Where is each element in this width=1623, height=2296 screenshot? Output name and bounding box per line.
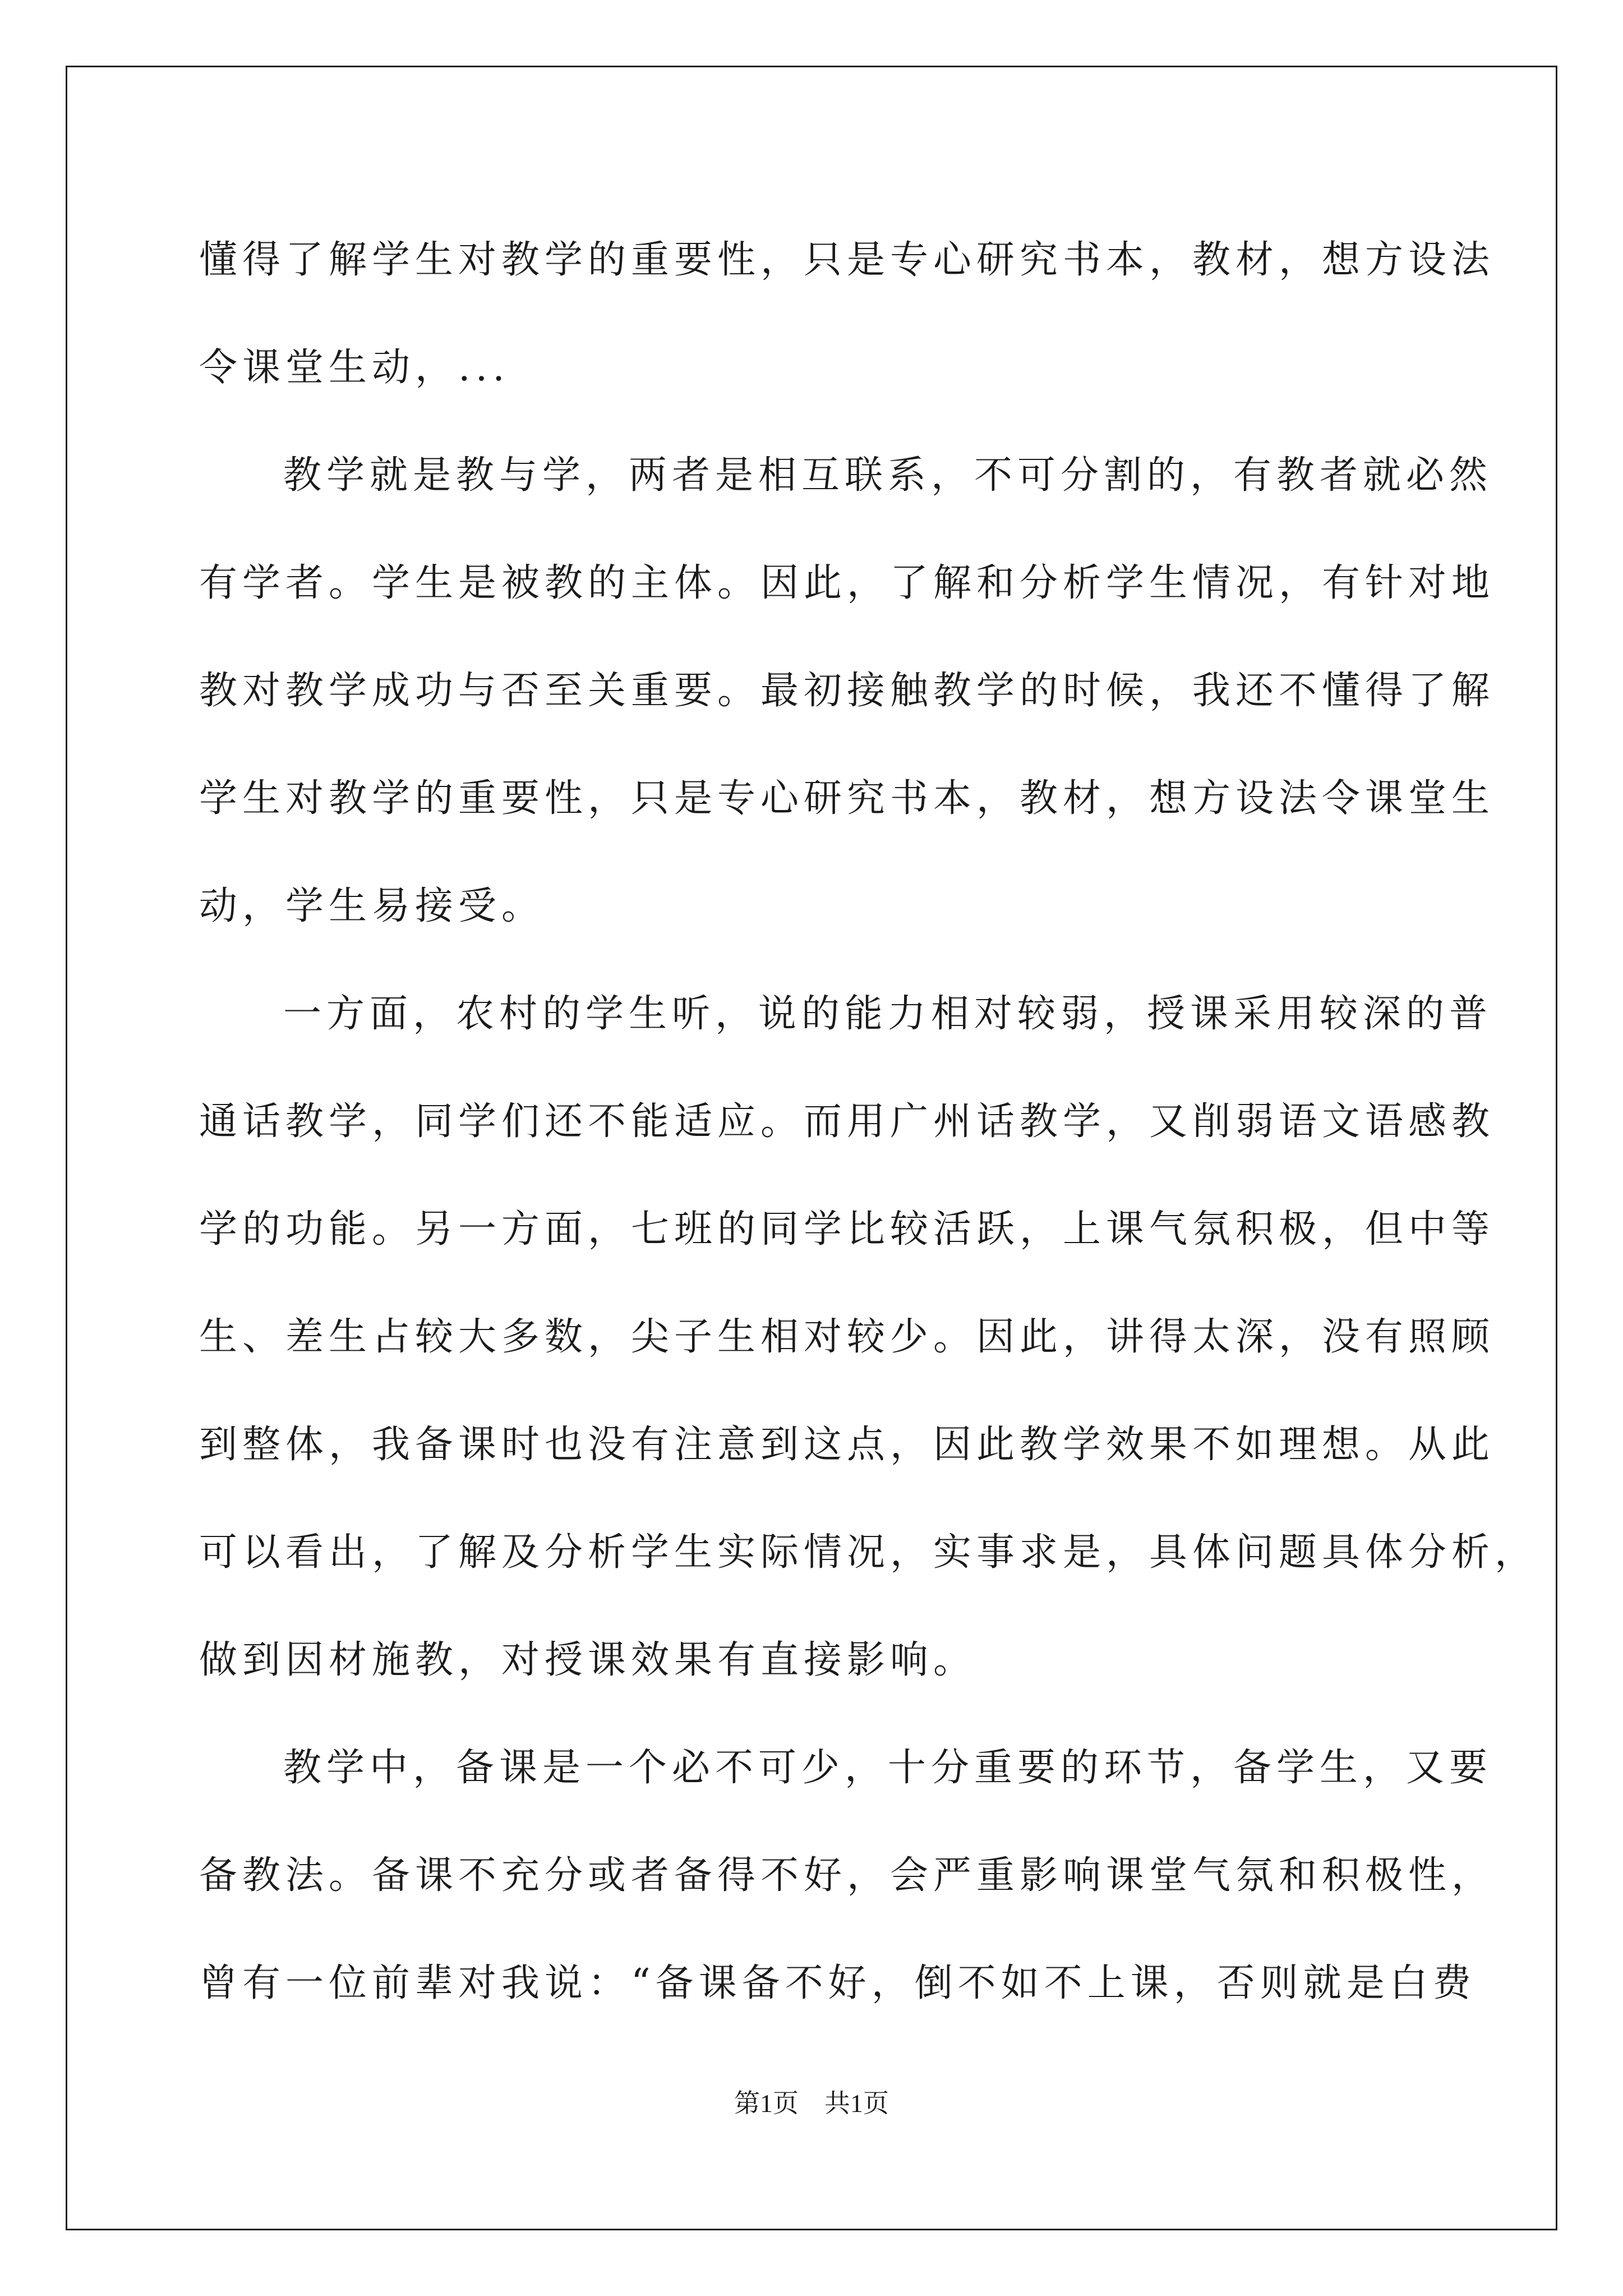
page-number-current: 第1页	[734, 2089, 799, 2118]
paragraph-first-line: 教学就是教与学，两者是相互联系，不可分割的，有教者就必然	[283, 453, 1493, 498]
text-line: 令课堂生动，...	[199, 346, 510, 390]
text-line: 生、差生占较大多数，尖子生相对较少。因此，讲得太深，没有照顾	[199, 1315, 1495, 1359]
text-line: 做到因材施教，对授课效果有直接影响。	[199, 1638, 977, 1682]
page-footer	[0, 2087, 1623, 2120]
text-line: 学生对教学的重要性，只是专心研究书本，教材，想方设法令课堂生	[199, 776, 1495, 821]
document-body	[199, 206, 1538, 2037]
paragraph-first-line: 一方面，农村的学生听，说的能力相对较弱，授课采用较深的普	[283, 992, 1493, 1036]
text-line: 学的功能。另一方面，七班的同学比较活跃，上课气氛积极，但中等	[199, 1207, 1495, 1251]
text-line: 可以看出，了解及分析学生实际情况，实事求是，具体问题具体分析，	[199, 1530, 1538, 1575]
text-line: 有学者。学生是被教的主体。因此，了解和分析学生情况，有针对地	[199, 561, 1495, 605]
text-line: 到整体，我备课时也没有注意到这点，因此教学效果不如理想。从此	[199, 1423, 1495, 1467]
text-line: 懂得了解学生对教学的重要性，只是专心研究书本，教材，想方设法	[199, 238, 1495, 282]
text-line: 通话教学，同学们还不能适应。而用广州话教学，又削弱语文语感教	[199, 1099, 1495, 1144]
text-line: 曾有一位前辈对我说：“备课备不好，倒不如不上课，否则就是白费	[199, 1961, 1476, 2005]
text-line: 动，学生易接受。	[199, 884, 545, 928]
text-line: 教对教学成功与否至关重要。最初接触教学的时候，我还不懂得了解	[199, 669, 1495, 713]
page-number-total: 共1页	[824, 2089, 889, 2118]
paragraph-first-line: 教学中，备课是一个必不可少，十分重要的环节，备学生，又要	[283, 1746, 1493, 1790]
text-line: 备教法。备课不充分或者备得不好，会严重影响课堂气氛和积极性，	[199, 1853, 1495, 1898]
